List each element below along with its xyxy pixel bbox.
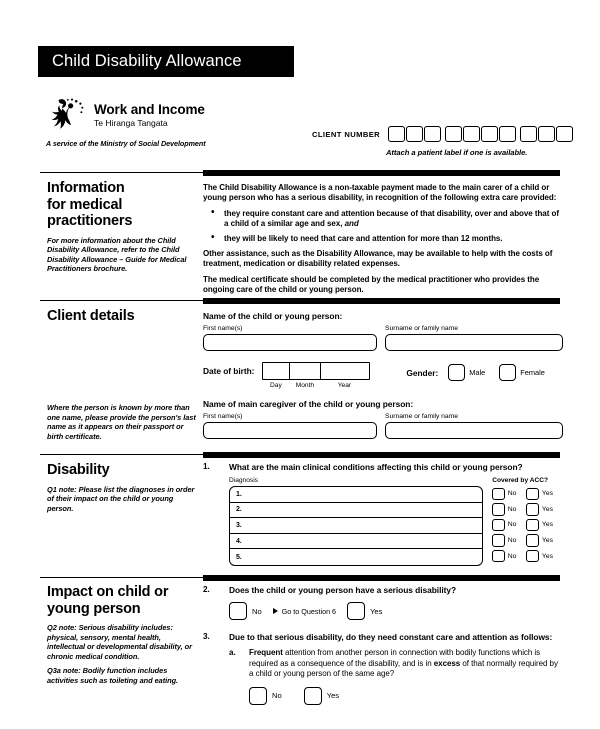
client-number-field: [312, 126, 574, 142]
acc-row: [492, 548, 563, 564]
client-number-box[interactable]: [481, 126, 498, 142]
client-number-label: CLIENT NUMBER: [312, 129, 381, 139]
question-2-no-label: No: [252, 606, 262, 616]
bullet-text: they require constant care and attention because of that disability, over and above that of a child of a similar age and sex,: [224, 208, 559, 229]
client-number-box[interactable]: [463, 126, 480, 142]
impact-q2-note-text: Serious disability includes: physical, sensory, mental health, intellectual or developmental disability, or chronic medical condition.: [47, 623, 192, 661]
question-2-answer-row: [229, 602, 563, 620]
question-2-goto-hint: [273, 607, 336, 616]
diagnosis-row-index: 1.: [236, 490, 242, 498]
diagnosis-caption: Diagnosis: [229, 477, 258, 484]
question-3a-mid: attention from another person in connection with bodily functions which is required as a consequence of the disability, and is in: [249, 648, 541, 668]
disability-sidebar-note: [47, 485, 197, 514]
dob-month-input[interactable]: [290, 363, 321, 379]
work-and-income-koru-logo-icon: [46, 95, 90, 135]
client-number-boxes[interactable]: [388, 126, 574, 142]
question-2-row: [203, 585, 563, 595]
logo-subtitle: A service of the Ministry of Social Development: [46, 139, 206, 148]
acc-no-checkbox[interactable]: [492, 503, 505, 516]
child-surname-input[interactable]: [385, 334, 563, 351]
bullet-emphasis: and: [344, 219, 359, 229]
bullet-text: they will be likely to need that care and attention for more than 12 months.: [224, 233, 503, 243]
client-number-box[interactable]: [520, 126, 537, 142]
child-surname-label: Surname or family name: [385, 325, 458, 332]
impact-heading: Impact on child or young person: [47, 584, 169, 617]
diagnosis-row-index: 3.: [236, 521, 242, 529]
client-details-heading: Client details: [47, 308, 135, 324]
section-divider-client-details: [40, 298, 560, 305]
acc-yes-checkbox[interactable]: [526, 488, 539, 501]
acc-row: [492, 502, 563, 518]
information-bullet-list: [203, 209, 563, 244]
acc-yes-label: Yes: [541, 552, 553, 560]
question-3-row: [203, 632, 563, 642]
question-1-row: [203, 462, 563, 472]
acc-no-checkbox[interactable]: [492, 534, 505, 547]
child-name-title: Name of the child or young person:: [203, 311, 343, 321]
information-intro-paragraph: The Child Disability Allowance is a non-taxable payment made to the main carer of a child or young person who has a serious disability, in recognition of the following extra care provided:: [203, 183, 557, 203]
disability-section-sidebar: [47, 462, 197, 513]
impact-section-body: [203, 585, 563, 705]
gender-male-checkbox[interactable]: [448, 364, 465, 381]
agency-logo-block: [46, 94, 296, 148]
acc-yes-label: Yes: [541, 490, 553, 498]
client-details-sidebar-note: Where the person is known by more than one name, please provide the person's last name as it appears on their passport or birth certificate.: [47, 403, 196, 441]
dob-year-input[interactable]: [321, 363, 369, 379]
table-row[interactable]: [230, 487, 482, 503]
client-number-box[interactable]: [388, 126, 405, 142]
impact-q3a-note-prefix: Q3a note:: [47, 666, 81, 676]
page-title: Child Disability Allowance: [52, 52, 242, 70]
question-3a-yes-checkbox[interactable]: [304, 687, 322, 705]
acc-row: [492, 486, 563, 502]
diagnosis-row-index: 5.: [236, 553, 242, 561]
diagnosis-table-wrap: [203, 477, 563, 566]
caregiver-first-name-label: First name(s): [203, 413, 243, 420]
table-row[interactable]: [230, 518, 482, 534]
acc-no-label: No: [507, 505, 517, 513]
acc-row: [492, 533, 563, 549]
gender-field: [406, 362, 558, 381]
date-of-birth-row: [203, 362, 563, 389]
acc-caption: Covered by ACC?: [492, 477, 549, 484]
question-3a-frequent: Frequent: [249, 648, 283, 657]
disability-note-text: Please list the diagnoses in order of their impact on the child or young person.: [47, 484, 195, 513]
acc-yes-label: Yes: [541, 521, 553, 529]
list-item: [203, 234, 563, 244]
gender-female-label: Female: [520, 368, 545, 377]
information-heading: Information for medical practitioners: [47, 180, 133, 229]
question-3a-no-checkbox[interactable]: [249, 687, 267, 705]
acc-no-label: No: [507, 521, 517, 529]
question-3a-letter: a.: [229, 648, 236, 657]
client-number-box[interactable]: [556, 126, 573, 142]
diagnosis-row-index: 2.: [236, 506, 242, 514]
table-row[interactable]: [230, 534, 482, 550]
client-number-group-1[interactable]: [388, 126, 442, 142]
disability-heading: Disability: [47, 462, 110, 478]
section-divider-impact: [40, 575, 560, 582]
acc-no-label: No: [507, 537, 517, 545]
dob-day-input[interactable]: [263, 363, 290, 379]
acc-yes-checkbox[interactable]: [526, 534, 539, 547]
acc-yes-label: Yes: [541, 505, 553, 513]
acc-yes-checkbox[interactable]: [526, 503, 539, 516]
acc-coverage-column: [492, 477, 563, 566]
table-row[interactable]: [230, 503, 482, 519]
child-first-name-label: First name(s): [203, 325, 243, 332]
date-of-birth-label: Date of birth:: [203, 366, 255, 376]
caregiver-surname-input[interactable]: [385, 422, 563, 439]
client-details-child-fields: [203, 311, 563, 389]
impact-q3a-note: [47, 666, 197, 685]
client-number-box[interactable]: [424, 126, 441, 142]
acc-row: [492, 517, 563, 533]
attach-label-note: Attach a patient label if one is available.: [386, 148, 528, 157]
acc-no-checkbox[interactable]: [492, 488, 505, 501]
diagnosis-column: [229, 477, 483, 566]
logo-primary-text: Work and Income: [94, 102, 205, 117]
gender-label: Gender:: [406, 367, 439, 378]
question-2-text: Does the child or young person have a serious disability?: [229, 585, 457, 595]
client-number-box[interactable]: [499, 126, 516, 142]
client-details-section-sidebar: [47, 308, 197, 325]
caregiver-first-name-input[interactable]: [203, 422, 377, 439]
question-3-text: Due to that serious disability, do they need constant care and attention as follows:: [229, 632, 553, 642]
acc-no-label: No: [507, 490, 517, 498]
question-2-goto-text: Go to Question 6: [281, 606, 337, 616]
diagnosis-table: [229, 486, 483, 566]
gender-female-checkbox[interactable]: [499, 364, 516, 381]
disability-section-body: [203, 462, 563, 566]
diagnosis-row-index: 4.: [236, 537, 242, 545]
client-details-caregiver-fields: [203, 399, 563, 439]
question-1-text: What are the main clinical conditions affecting this child or young person?: [229, 462, 523, 472]
question-2-no-checkbox[interactable]: [229, 602, 247, 620]
caregiver-surname-label: Surname or family name: [385, 413, 458, 420]
information-sidebar-note: For more information about the Child Disability Allowance, refer to the Child Disability Allowance – Guide for Medical Practitioners brochure.: [47, 235, 187, 274]
question-3a-end: of that normally required by a child or young person of the same age?: [249, 658, 558, 679]
caregiver-first-name-group: [203, 413, 377, 439]
acc-yes-label: Yes: [541, 537, 553, 545]
question-3a-text: [249, 648, 561, 680]
dob-day-caption: Day: [270, 382, 282, 389]
question-2-yes-checkbox[interactable]: [347, 602, 365, 620]
question-3a-row: [229, 648, 563, 680]
question-3a-yes-label: Yes: [326, 691, 340, 701]
question-1-number: 1.: [203, 462, 210, 471]
list-item: [203, 209, 563, 230]
impact-q2-note-prefix: Q2 note:: [47, 623, 77, 632]
client-number-box[interactable]: [406, 126, 423, 142]
client-number-group-3[interactable]: [520, 126, 574, 142]
question-3-number: 3.: [203, 632, 210, 641]
acc-yes-checkbox[interactable]: [526, 519, 539, 532]
client-number-box[interactable]: [538, 126, 555, 142]
information-section-sidebar: [47, 180, 197, 274]
acc-yes-checkbox[interactable]: [526, 550, 539, 563]
impact-section-sidebar: [47, 584, 197, 686]
section-divider-information: [40, 170, 560, 177]
acc-no-checkbox[interactable]: [492, 550, 505, 563]
date-of-birth-inputs: [262, 362, 370, 389]
information-section-body: [203, 183, 563, 296]
client-number-box[interactable]: [445, 126, 462, 142]
information-other-assistance-paragraph: Other assistance, such as the Disability Allowance, may be available to help with the costs of treatment, medication or disability related expenses.: [203, 249, 553, 269]
client-number-group-2[interactable]: [445, 126, 517, 142]
disability-note-prefix: Q1 note:: [47, 484, 77, 494]
impact-q2-note: [47, 623, 197, 661]
caregiver-name-title: Name of main caregiver of the child or young person:: [203, 399, 414, 409]
dob-year-caption: Year: [337, 382, 352, 389]
child-first-name-input[interactable]: [203, 334, 377, 351]
child-name-row: [203, 325, 563, 351]
gender-male-label: Male: [469, 368, 486, 377]
impact-q3a-note-text: Bodily function includes activities such as toileting and eating.: [47, 666, 179, 685]
caregiver-surname-group: [385, 413, 563, 439]
question-3a-answer-row: [249, 687, 563, 705]
child-surname-group: [385, 325, 563, 351]
information-certificate-paragraph: The medical certificate should be completed by the medical practitioner who provides the ongoing care of the child or young person.: [203, 274, 540, 295]
document-title-bar: [38, 46, 294, 77]
child-first-name-group: [203, 325, 377, 351]
dob-month-caption: Month: [295, 382, 315, 389]
table-row[interactable]: [230, 549, 482, 565]
question-2-yes-label: Yes: [370, 606, 383, 616]
question-3a-excess: excess: [433, 658, 461, 668]
arrow-right-icon: [273, 608, 278, 614]
acc-no-label: No: [507, 552, 517, 560]
acc-no-checkbox[interactable]: [492, 519, 505, 532]
question-2-number: 2.: [203, 585, 210, 594]
question-3a-no-label: No: [272, 691, 282, 701]
section-divider-disability: [40, 452, 560, 459]
logo-maori-text: Te Hiranga Tangata: [94, 118, 168, 128]
client-details-sidebar-note-wrap: [47, 403, 197, 441]
caregiver-name-row: [203, 413, 563, 439]
